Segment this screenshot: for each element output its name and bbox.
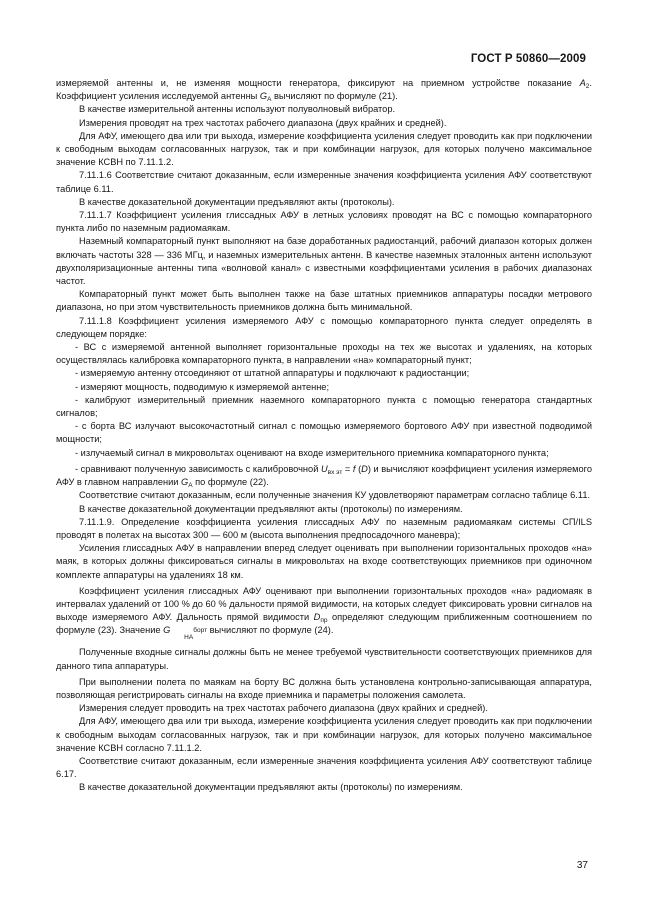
paragraph: Для АФУ, имеющего два или три выхода, измерение коэффициента усиления следует проводить как при подключении к свободным выходам согласованных нагрузок, так и при комбинации нагрузок, для которых получено максимальное значение КСВН по 7.11.1.2. <box>56 130 592 168</box>
paragraph: В качестве измерительной антенны используют полуволновый вибратор. <box>79 104 396 115</box>
list-item: - с борта ВС излучают высокочастотный сигнал с помощью измеряемого бортового АФУ при известной подводимой мощности; <box>56 421 592 445</box>
paragraph: При выполнении полета по маякам на борту ВС должна быть установлена контрольно-записывающая аппаратура, позволяющая регистрировать сигналы на входе приемника и параметры положения самолета. <box>56 676 592 700</box>
paragraph: измеряемой антенны и, не изменяя мощности генератора, фиксируют на приемном устройстве показание $A_2$. Коэффициент усиления исследуемой антенны $G_A$ вычисляют по формуле (21). <box>56 78 592 104</box>
page-body <box>56 77 592 795</box>
paragraph: В качестве доказательной документации предъявляют акты (протоколы) по измерениям. <box>79 503 463 514</box>
list-item: - ВС с измеряемой антенной выполняет горизонтальные проходы на тех же высотах и удалениях, на которых осуществлялась калибровка компараторного пункта, в направлении «на» компараторный пункт; <box>56 342 592 366</box>
paragraph: Соответствие считают доказанным, если полученные значения КУ удовлетворяют параметрам согласно таблице 6.11. <box>79 490 591 501</box>
paragraph: 7.11.1.8 Коэффициент усиления измеряемого АФУ с помощью компараторного пункта следует определять в следующем порядке: <box>56 315 592 339</box>
list-item: - калибруют измерительный приемник наземного компараторного пункта с помощью генератора стандартных сигналов; <box>56 394 592 419</box>
paragraph: Компараторный пункт может быть выполнен также на базе штатных приемников аппаратуры посадки метрового диапазона, но при этом чувствительность приемников должна быть минимальной. <box>56 289 592 313</box>
paragraph: Коэффициент усиления глиссадных АФУ оценивают при выполнении горизонтальных проходов «на» радиомаяк в интервалах удалений от 100 % до 60 % дальности прямой видимости, на которых следует фиксировать уровни сигналов на выходе измеряемого АФУ. Дальность прямой видимости $D_{пр}$ определяют следующим приближенным соотношением по формуле (23). Значение G борт НА вычисляют по формуле (24). <box>56 585 592 642</box>
paragraph: Для АФУ, имеющего два или три выхода, измерение коэффициента усиления следует проводить как при подключении к свободным выходам согласованных нагрузок, так и при комбинации нагрузок, для которых получено максимальное значение КСВН согласно 7.11.1.2. <box>56 716 592 753</box>
paragraph: Усиления глиссадных АФУ в направлении вперед следует оценивать при выполнении горизонтальных проходов «на» маяк, в которых должны фиксироваться сигналы в микровольтах на входе соответствующих приемников при одиночном комплекте аппаратуры на удалениях 18 км. <box>56 543 592 580</box>
list-item: - сравнивают полученную зависимость с калибровочной $U_{вх эт} = f$ (D) и вычисляют коэффициент усиления измеряемого АФУ в главном направлении $G_A$ по формуле (22). <box>56 463 592 490</box>
paragraph: 7.11.1.7 Коэффициент усиления глиссадных АФУ в летных условиях проводят на ВС с помощью компараторного пункта либо по наземным радиомаякам. <box>56 210 592 234</box>
paragraph: В качестве доказательной документации предъявляют акты (протоколы) по измерениям. <box>79 782 463 793</box>
paragraph: Измерения следует проводить на трех частотах рабочего диапазона (двух крайних и средней). <box>79 703 488 714</box>
paragraph: Наземный компараторный пункт выполняют на базе доработанных радиостанций, рабочий диапазон которых должен включать частоты 328 — 336 МГц, и наземных измерительных антенн. В качестве наземных эталонных антенн используют двухполяризационные антенны типа «волновой канал» с известными коэффициентами усиления в рабочих диапазонах частот. <box>56 236 592 287</box>
page-number: 37 <box>576 860 588 871</box>
document-code-header: ГОСТ Р 50860—2009 <box>470 53 586 65</box>
paragraph: 7.11.1.6 Соответствие считают доказанным, если измеренные значения коэффициента усиления АФУ соответствуют таблице 6.11. <box>56 170 592 194</box>
paragraph: Измерения проводят на трех частотах рабочего диапазона (двух крайних и средней). <box>79 117 447 128</box>
list-item: - излучаемый сигнал в микровольтах оценивают на входе измерительного приемника компараторного пункта; <box>75 447 549 458</box>
paragraph: В качестве доказательной документации предъявляют акты (протоколы). <box>79 196 395 207</box>
paragraph: 7.11.1.9. Определение коэффициента усиления глиссадных АФУ по наземным радиомаякам системы СП/ILS проводят в полетах на высотах 300 — 600 м (высота выполнения предпосадочного маневра); <box>56 516 592 540</box>
list-item: - измеряемую антенну отсоединяют от штатной аппаратуры и подключают к радиостанции; <box>75 368 470 379</box>
paragraph: Соответствие считают доказанным, если измеренные значения коэффициента усиления АФУ соответствуют таблице 6.17. <box>56 755 592 780</box>
list-item: - измеряют мощность, подводимую к измеряемой антенне; <box>75 381 330 392</box>
paragraph: Полученные входные сигналы должны быть не менее требуемой чувствительности соответствующих приемников для данного типа аппаратуры. <box>56 647 592 671</box>
